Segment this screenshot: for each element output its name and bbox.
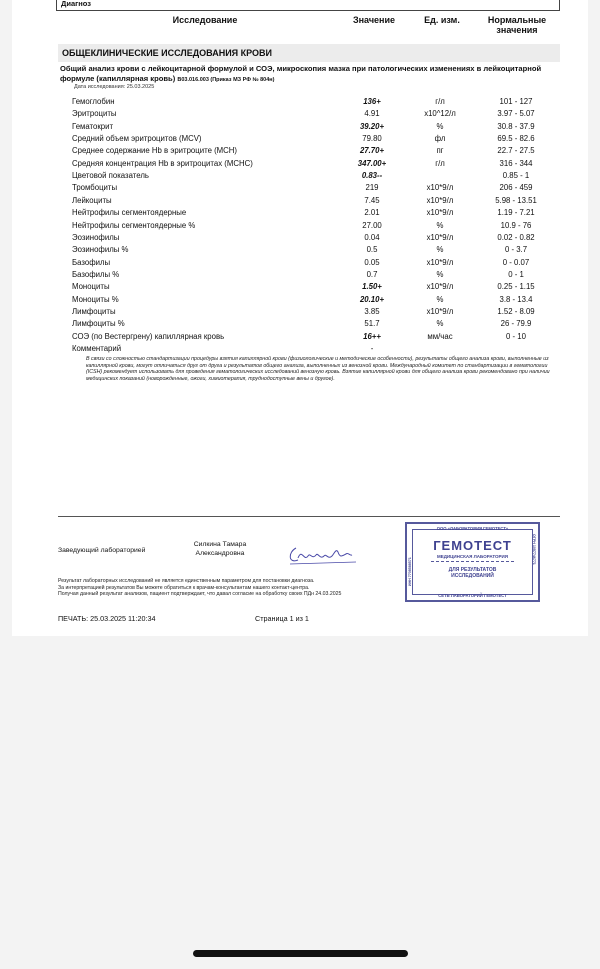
result-unit: x10*9/л bbox=[426, 183, 454, 193]
result-name: Лимфоциты bbox=[72, 306, 116, 316]
table-row bbox=[72, 133, 560, 145]
signature-image bbox=[286, 538, 358, 568]
result-name: Эозинофилы bbox=[72, 232, 120, 242]
result-name: Лимфоциты % bbox=[72, 319, 125, 329]
page-number: Страница 1 из 1 bbox=[255, 614, 309, 623]
research-date: Дата исследования: 25.03.2025 bbox=[74, 84, 155, 90]
result-value: 136+ bbox=[363, 97, 381, 106]
table-row bbox=[72, 195, 560, 207]
divider bbox=[58, 516, 560, 517]
result-name: Средняя концентрация Hb в эритроцитах (MCHC) bbox=[72, 158, 253, 168]
result-norm: 316 - 344 bbox=[499, 158, 533, 168]
result-unit: пг bbox=[436, 146, 444, 156]
result-value: 4.91 bbox=[364, 109, 380, 119]
stamp-top-text: ООО «ЛАБОРАТОРИЯ ГЕМОТЕСТ» bbox=[436, 526, 509, 531]
table-row bbox=[72, 269, 560, 281]
result-name: Средний объем эритроцитов (MCV) bbox=[72, 134, 202, 144]
result-unit: фл bbox=[434, 134, 446, 144]
result-name: СОЭ (по Вестергрену) капиллярная кровь bbox=[72, 331, 225, 341]
result-unit: % bbox=[436, 294, 444, 304]
result-norm: 1.19 - 7.21 bbox=[497, 208, 535, 218]
result-unit: x10*9/л bbox=[426, 195, 454, 205]
stamp-purpose-line2: ИССЛЕДОВАНИЙ bbox=[451, 573, 494, 579]
result-value: 16++ bbox=[363, 331, 381, 341]
result-unit: г/л bbox=[435, 97, 445, 106]
table-row bbox=[72, 294, 560, 306]
table-row bbox=[72, 182, 560, 194]
result-value: 27.00 bbox=[362, 220, 382, 230]
stamp-subtitle: МЕДИЦИНСКАЯ ЛАБОРАТОРИЯ bbox=[436, 554, 509, 559]
result-unit: x10*9/л bbox=[426, 306, 454, 316]
result-unit: % bbox=[436, 245, 444, 255]
lab-stamp bbox=[405, 522, 540, 602]
result-name: Базофилы % bbox=[72, 269, 120, 279]
result-norm: 101 - 127 bbox=[499, 97, 533, 106]
stamp-purpose-line1: ДЛЯ РЕЗУЛЬТАТОВ bbox=[448, 567, 497, 573]
table-row bbox=[72, 108, 560, 120]
table-row bbox=[72, 318, 560, 330]
table-row bbox=[72, 145, 560, 157]
disclaimer-line3: Получая данный результат анализов, пациент подтверждает, что давал согласие на обработку своих ПДн 24.03.2025 bbox=[58, 591, 342, 597]
result-value: 7.45 bbox=[364, 195, 380, 205]
result-norm: 22.7 - 27.5 bbox=[497, 146, 535, 156]
result-name: Моноциты bbox=[72, 282, 110, 292]
result-norm: 3.97 - 5.07 bbox=[497, 109, 535, 119]
result-value: 20.10+ bbox=[359, 294, 385, 304]
result-value: 0.5 bbox=[366, 245, 378, 255]
table-row bbox=[72, 220, 560, 232]
diagnosis-label: Диагноз bbox=[56, 0, 560, 11]
result-name: Гемоглобин bbox=[72, 97, 115, 106]
col-header-norm-line1: Нормальные bbox=[487, 15, 547, 25]
table-row bbox=[72, 281, 560, 293]
result-norm: 0 - 0.07 bbox=[502, 257, 530, 267]
result-name: Нейтрофилы сегментоядерные % bbox=[72, 220, 196, 230]
table-row bbox=[72, 257, 560, 269]
result-name: Среднее содержание Hb в эритроците (MCH) bbox=[72, 146, 238, 156]
table-row bbox=[72, 158, 560, 170]
capillary-note: В связи со сложностью стандартизации процедуры взятия капиллярной крови (физиологические и методические особенности), результаты общего анализа крови, выполненные из капиллярной крови, могут отличаться друг от друга и результатов общего анализа, выполненных из венозной крови. Международный комитет по стандартизации в гематологии (ICSH) рекомендует использовать для проведения гематологических исследований венозную кровь. Взятие капиллярной крови для общего анализа крови рекомендовано при наличии медицинских показаний (новорожденные, ожоги, химиотерапия, труднодоступные вены и другое). bbox=[86, 356, 550, 382]
stamp-inn: ИНН 7708588571 bbox=[408, 557, 412, 586]
result-value: 0.7 bbox=[366, 269, 378, 279]
result-unit: x10*9/л bbox=[426, 257, 454, 267]
result-value: 3.85 bbox=[364, 306, 380, 316]
result-value: 39.20+ bbox=[359, 121, 385, 131]
result-norm: 0 - 1 bbox=[508, 269, 524, 279]
result-name: Эритроциты bbox=[72, 109, 117, 119]
table-row bbox=[72, 232, 560, 244]
result-name: Лейкоциты bbox=[72, 195, 112, 205]
result-unit: % bbox=[436, 269, 444, 279]
result-norm: 206 - 459 bbox=[499, 183, 533, 193]
test-title bbox=[60, 64, 560, 85]
result-value: 0.83-- bbox=[361, 171, 383, 181]
disclaimer bbox=[58, 578, 398, 598]
head-name-line1: Силкина Тамара bbox=[193, 541, 247, 548]
col-header-value: Значение bbox=[352, 15, 396, 25]
result-value: 51.7 bbox=[364, 319, 380, 329]
result-value: 219 bbox=[365, 183, 379, 193]
disclaimer-line1: Результат лабораторных исследований не является единственным параметром для постановки диагноза. bbox=[58, 578, 315, 584]
result-value: 0.05 bbox=[364, 257, 380, 267]
result-name: Эозинофилы % bbox=[72, 245, 129, 255]
result-value: 1.50+ bbox=[362, 282, 382, 292]
table-row bbox=[72, 96, 560, 108]
table-row bbox=[72, 207, 560, 219]
result-norm: 69.5 - 82.6 bbox=[497, 134, 535, 144]
result-unit: x10*9/л bbox=[426, 232, 454, 242]
result-unit: x10*9/л bbox=[426, 208, 454, 218]
result-name: Базофилы bbox=[72, 257, 111, 267]
result-unit: г/л bbox=[435, 158, 445, 168]
result-value: 0.04 bbox=[364, 232, 380, 242]
result-value: - bbox=[370, 344, 374, 353]
result-value: 79.80 bbox=[362, 134, 382, 144]
result-name: Нейтрофилы сегментоядерные bbox=[72, 208, 187, 218]
result-unit: мм/час bbox=[427, 331, 453, 341]
result-name: Тромбоциты bbox=[72, 183, 118, 193]
col-header-norm bbox=[478, 15, 556, 35]
result-norm: 0 - 10 bbox=[506, 331, 526, 341]
result-value: 2.01 bbox=[364, 208, 380, 218]
table-row bbox=[72, 331, 560, 343]
result-norm: 26 - 79.9 bbox=[500, 319, 532, 329]
result-norm: 10.9 - 76 bbox=[500, 220, 532, 230]
table-row bbox=[72, 343, 560, 355]
stamp-purpose bbox=[425, 567, 520, 579]
table-row bbox=[72, 244, 560, 256]
result-unit: % bbox=[436, 319, 444, 329]
stamp-ogrn: ОГРН 1057746771 bbox=[532, 534, 536, 565]
stamp-dash bbox=[431, 561, 514, 562]
result-value: 347.00+ bbox=[357, 158, 387, 168]
result-unit: x10^12/л bbox=[424, 109, 456, 119]
result-name: Цветовой показатель bbox=[72, 171, 149, 181]
print-timestamp: ПЕЧАТЬ: 25.03.2025 11:20:34 bbox=[58, 614, 156, 623]
disclaimer-line2: За интерпретацией результатов Вы можете обратиться к врачам-консультантам нашего контакт-центра. bbox=[58, 584, 310, 591]
test-code: В03.016.003 (Приказ МЗ РФ № 804н) bbox=[177, 77, 275, 83]
result-norm: 3.8 - 13.4 bbox=[499, 294, 533, 304]
table-row bbox=[72, 306, 560, 318]
result-unit: % bbox=[436, 220, 444, 230]
table-row bbox=[72, 170, 560, 182]
result-name: Гематокрит bbox=[72, 121, 114, 131]
result-name: Комментарий bbox=[72, 344, 122, 353]
head-of-lab-label: Заведующий лабораторией bbox=[58, 547, 146, 554]
home-indicator[interactable] bbox=[193, 950, 408, 957]
result-unit: x10*9/л bbox=[426, 282, 454, 292]
result-norm: 0.02 - 0.82 bbox=[497, 232, 535, 242]
stamp-bottom-text: СЕТЬ ЛАБОРАТОРИЙ ГЕМОТЕСТ bbox=[438, 593, 507, 598]
col-header-norm-line2: значения bbox=[496, 25, 538, 35]
result-norm: 0 - 3.7 bbox=[504, 245, 528, 255]
table-row bbox=[72, 121, 560, 133]
result-value: 27.70+ bbox=[359, 146, 385, 156]
result-norm: 0.25 - 1.15 bbox=[497, 282, 535, 292]
result-norm: 30.8 - 37.9 bbox=[497, 121, 535, 131]
result-norm: 1.52 - 8.09 bbox=[497, 306, 535, 316]
result-norm: 0.85 - 1 bbox=[502, 171, 530, 181]
col-header-unit: Ед. изм. bbox=[424, 15, 460, 25]
result-name: Моноциты % bbox=[72, 294, 119, 304]
section-title: ОБЩЕКЛИНИЧЕСКИЕ ИССЛЕДОВАНИЯ КРОВИ bbox=[58, 44, 560, 62]
test-title-text: Общий анализ крови с лейкоцитарной формулой и СОЭ, микроскопия мазка при патологических изменениях в лейкоцитарной формуле (капиллярная кровь) bbox=[60, 64, 542, 83]
head-of-lab-name bbox=[180, 540, 260, 558]
result-norm: 5.98 - 13.51 bbox=[495, 195, 537, 205]
head-name-line2: Александровна bbox=[195, 550, 245, 557]
stamp-brand: ГЕМОТЕСТ bbox=[433, 538, 512, 553]
col-header-test: Исследование bbox=[172, 15, 238, 25]
result-unit: % bbox=[436, 121, 444, 131]
